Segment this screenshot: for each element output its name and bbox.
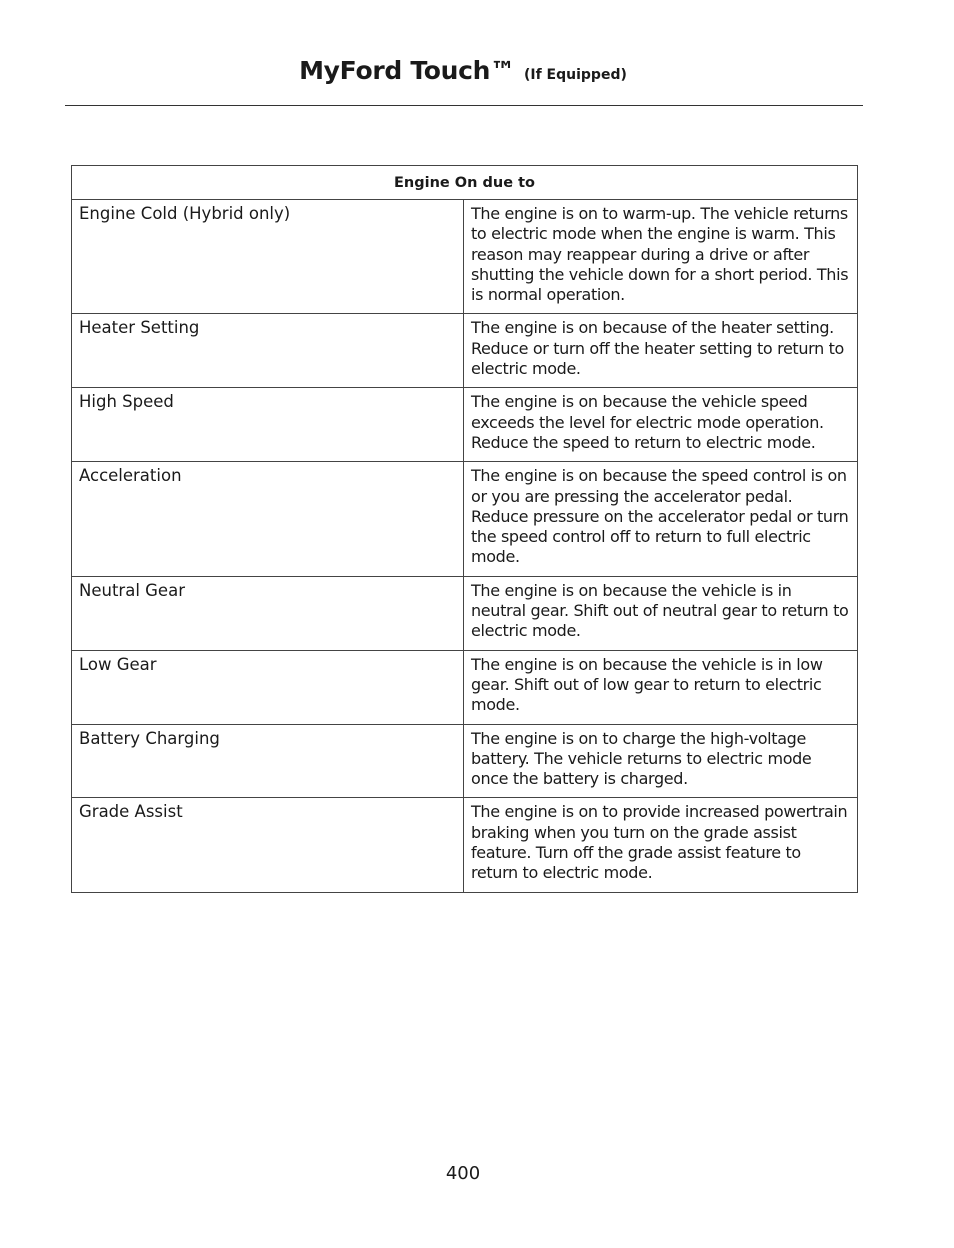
description-cell: The engine is on to charge the high-voltage battery. The vehicle returns to electric mode once the battery is charged. bbox=[464, 724, 858, 798]
table-row bbox=[72, 650, 858, 724]
condition-cell: Grade Assist bbox=[72, 798, 464, 892]
description-cell: The engine is on to warm-up. The vehicle returns to electric mode when the engine is warm. This reason may reappear during a drive or after shutting the vehicle down for a short period. This is normal operation. bbox=[464, 200, 858, 314]
description-cell: The engine is on because the vehicle is in low gear. Shift out of low gear to return to electric mode. bbox=[464, 650, 858, 724]
description-cell: The engine is on to provide increased powertrain braking when you turn on the grade assist feature. Turn off the grade assist feature to return to electric mode. bbox=[464, 798, 858, 892]
condition-cell: Neutral Gear bbox=[72, 576, 464, 650]
condition-cell: Low Gear bbox=[72, 650, 464, 724]
table-row bbox=[72, 388, 858, 462]
condition-cell: Engine Cold (Hybrid only) bbox=[72, 200, 464, 314]
condition-cell: Acceleration bbox=[72, 462, 464, 576]
description-cell: The engine is on because the speed control is on or you are pressing the accelerator pedal. Reduce pressure on the accelerator pedal or turn the speed control off to return to full electric mode. bbox=[464, 462, 858, 576]
description-cell: The engine is on because of the heater setting. Reduce or turn off the heater setting to return to electric mode. bbox=[464, 314, 858, 388]
engine-on-reasons-table bbox=[71, 165, 858, 893]
table-row bbox=[72, 798, 858, 892]
page-header bbox=[0, 56, 926, 85]
condition-cell: Heater Setting bbox=[72, 314, 464, 388]
condition-cell: High Speed bbox=[72, 388, 464, 462]
table-row bbox=[72, 724, 858, 798]
table-row bbox=[72, 576, 858, 650]
page-number: 400 bbox=[445, 1163, 481, 1184]
table-row bbox=[72, 200, 858, 314]
description-cell: The engine is on because the vehicle speed exceeds the level for electric mode operation. Reduce the speed to return to electric mode. bbox=[464, 388, 858, 462]
table-heading: Engine On due to bbox=[72, 166, 858, 200]
page-subtitle: (If Equipped) bbox=[523, 67, 627, 83]
page-title: MyFord Touch™ bbox=[299, 56, 515, 85]
description-cell: The engine is on because the vehicle is in neutral gear. Shift out of neutral gear to return to electric mode. bbox=[464, 576, 858, 650]
header-divider bbox=[65, 105, 863, 106]
condition-cell: Battery Charging bbox=[72, 724, 464, 798]
table-row bbox=[72, 462, 858, 576]
table-row bbox=[72, 314, 858, 388]
table-header-row bbox=[72, 166, 858, 200]
